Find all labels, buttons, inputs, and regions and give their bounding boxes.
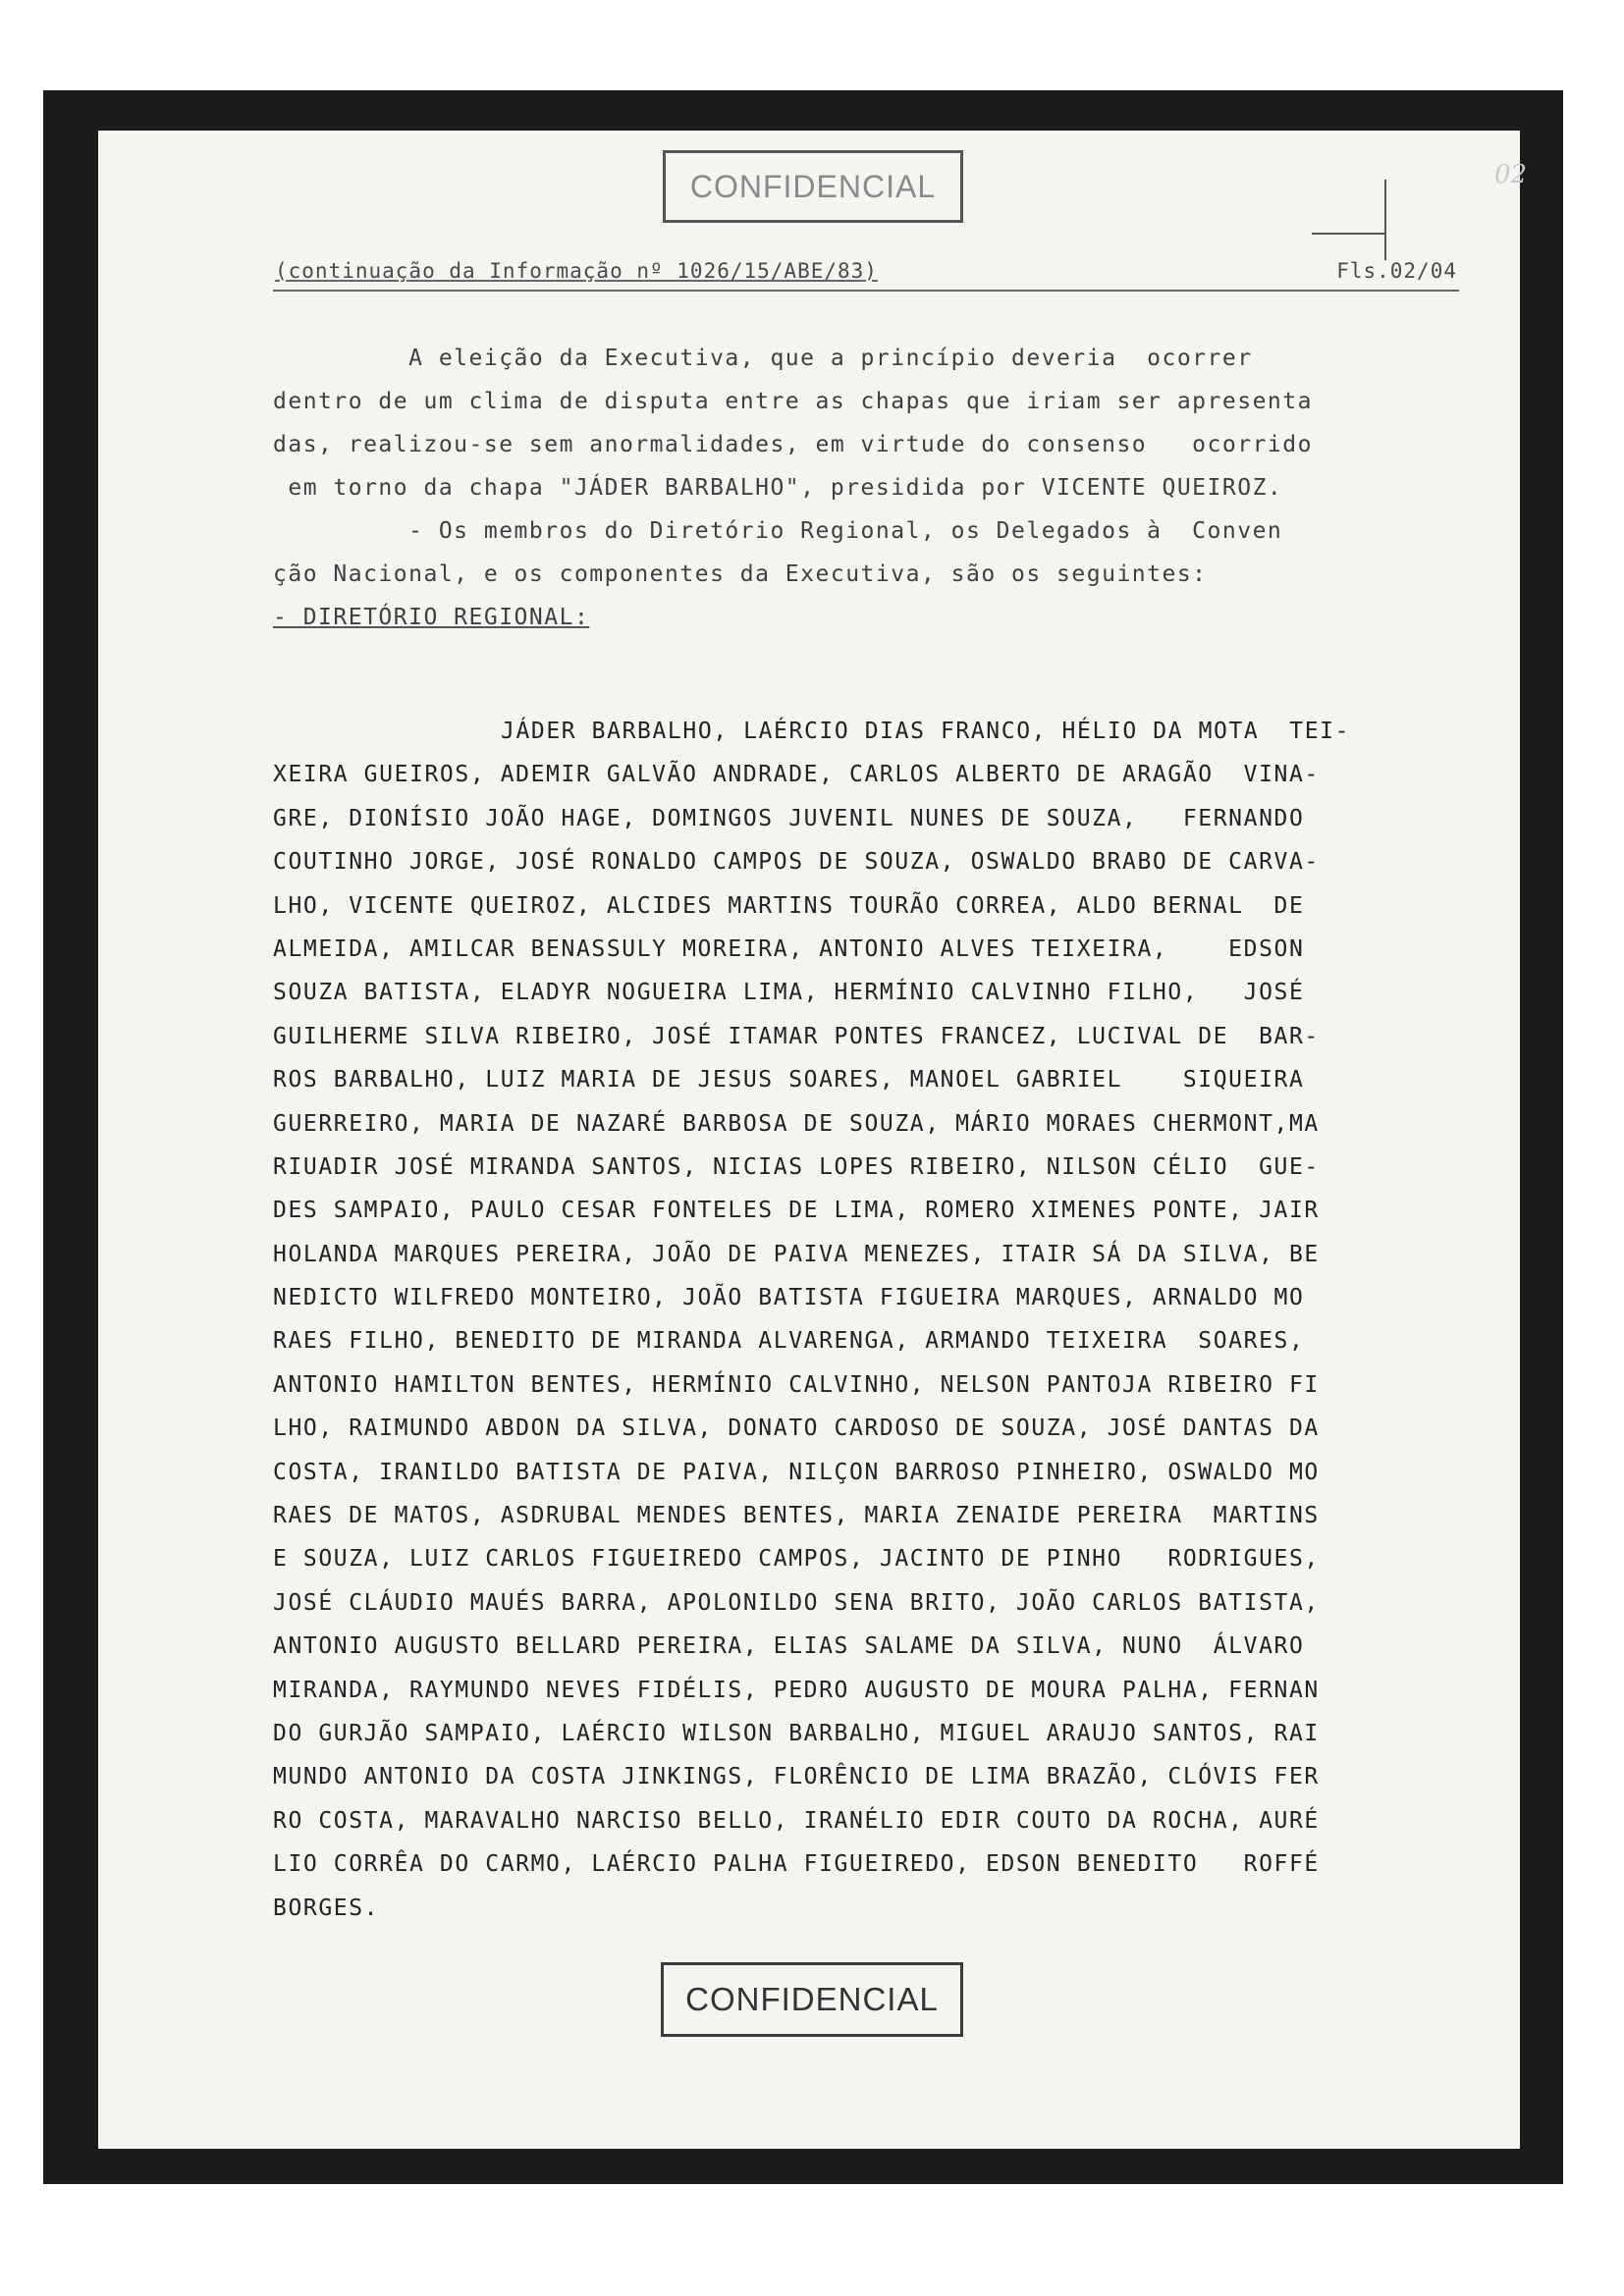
names-line: GUERREIRO, MARIA DE NAZARÉ BARBOSA DE SOUZA, MÁRIO MORAES CHERMONT,MA — [273, 1110, 1320, 1137]
folio-number: Fls.02/04 — [1336, 259, 1457, 283]
names-line: ROS BARBALHO, LUIZ MARIA DE JESUS SOARES, MANOEL GABRIEL SIQUEIRA — [273, 1067, 1305, 1094]
paragraph-line: em torno da chapa "JÁDER BARBALHO", presidida por VICENTE QUEIROZ. — [273, 475, 1283, 501]
header-divider — [273, 290, 1459, 292]
paragraph-line: - Os membros do Diretório Regional, os Delegados à Conven — [273, 518, 1283, 544]
names-line: E SOUZA, LUIZ CARLOS FIGUEIREDO CAMPOS, JACINTO DE PINHO RODRIGUES, — [273, 1546, 1320, 1573]
regional-directory-names — [273, 710, 1459, 1930]
names-line: COUTINHO JORGE, JOSÉ RONALDO CAMPOS DE SOUZA, OSWALDO BRABO DE CARVA- — [273, 849, 1320, 876]
names-line: MUNDO ANTONIO DA COSTA JINKINGS, FLORÊNCIO DE LIMA BRAZÃO, CLÓVIS FER — [273, 1764, 1320, 1790]
names-line: ANTONIO AUGUSTO BELLARD PEREIRA, ELIAS SALAME DA SILVA, NUNO ÁLVARO — [273, 1633, 1305, 1660]
information-reference: (continuação da Informação nº 1026/15/ABE/83) — [275, 259, 878, 283]
names-line: DES SAMPAIO, PAULO CESAR FONTELES DE LIMA, ROMERO XIMENES PONTE, JAIR — [273, 1198, 1320, 1224]
names-line: JÁDER BARBALHO, LAÉRCIO DIAS FRANCO, HÉLIO DA MOTA TEI- — [501, 719, 1351, 744]
names-line: RAES DE MATOS, ASDRUBAL MENDES BENTES, MARIA ZENAIDE PEREIRA MARTINS — [273, 1503, 1320, 1529]
names-line: XEIRA GUEIROS, ADEMIR GALVÃO ANDRADE, CARLOS ALBERTO DE ARAGÃO VINA- — [273, 762, 1320, 788]
paragraph-line: dentro de um clima de disputa entre as chapas que iriam ser apresenta — [273, 389, 1313, 414]
names-line: GUILHERME SILVA RIBEIRO, JOSÉ ITAMAR PONTES FRANCEZ, LUCIVAL DE BAR- — [273, 1023, 1320, 1049]
names-line: RIUADIR JOSÉ MIRANDA SANTOS, NICIAS LOPES RIBEIRO, NILSON CÉLIO GUE- — [273, 1153, 1320, 1180]
names-line: ALMEIDA, AMILCAR BENASSULY MOREIRA, ANTONIO ALVES TEIXEIRA, EDSON — [273, 935, 1305, 962]
names-line: GRE, DIONÍSIO JOÃO HAGE, DOMINGOS JUVENIL NUNES DE SOUZA, FERNANDO — [273, 805, 1305, 831]
names-line: NEDICTO WILFREDO MONTEIRO, JOÃO BATISTA FIGUEIRA MARQUES, ARNALDO MO — [273, 1285, 1305, 1311]
intro-text — [273, 337, 1459, 639]
names-line: RO COSTA, MARAVALHO NARCISO BELLO, IRANÉLIO EDIR COUTO DA ROCHA, AURÉ — [273, 1807, 1320, 1834]
names-line: COSTA, IRANILDO BATISTA DE PAIVA, NILÇON BARROSO PINHEIRO, OSWALDO MO — [273, 1459, 1320, 1485]
names-line: JOSÉ CLÁUDIO MAUÉS BARRA, APOLONILDO SENA BRITO, JOÃO CARLOS BATISTA, — [273, 1589, 1320, 1616]
names-line: SOUZA BATISTA, ELADYR NOGUEIRA LIMA, HERMÍNIO CALVINHO FILHO, JOSÉ — [273, 980, 1305, 1006]
pen-mark-horizontal — [1312, 233, 1386, 235]
names-line: LHO, VICENTE QUEIROZ, ALCIDES MARTINS TOURÃO CORREA, ALDO BERNAL DE — [273, 892, 1305, 919]
document-page — [98, 131, 1528, 2149]
pen-mark-vertical — [1384, 180, 1386, 260]
page-number-handwritten: 02 — [1494, 160, 1528, 189]
names-line: MIRANDA, RAYMUNDO NEVES FIDÉLIS, PEDRO AUGUSTO DE MOURA PALHA, FERNAN — [273, 1677, 1320, 1703]
paragraph-line: ção Nacional, e os componentes da Executiva, são os seguintes: — [273, 561, 1208, 587]
section-heading: - DIRETÓRIO REGIONAL: — [273, 605, 590, 630]
confidential-stamp-bottom: CONFIDENCIAL — [661, 1962, 963, 2037]
paragraph-line: A eleição da Executiva, que a princípio deveria ocorrer — [273, 346, 1253, 371]
paragraph-line: das, realizou-se sem anormalidades, em virtude do consenso ocorrido — [273, 432, 1313, 457]
names-line: LIO CORRÊA DO CARMO, LAÉRCIO PALHA FIGUEIREDO, EDSON BENEDITO ROFFÉ — [273, 1851, 1320, 1878]
names-line: LHO, RAIMUNDO ABDON DA SILVA, DONATO CARDOSO DE SOUZA, JOSÉ DANTAS DA — [273, 1415, 1320, 1442]
confidential-stamp-top: CONFIDENCIAL — [663, 150, 963, 223]
names-line: HOLANDA MARQUES PEREIRA, JOÃO DE PAIVA MENEZES, ITAIR SÁ DA SILVA, BE — [273, 1241, 1320, 1267]
names-line: RAES FILHO, BENEDITO DE MIRANDA ALVARENGA, ARMANDO TEIXEIRA SOARES, — [273, 1328, 1305, 1355]
names-line: DO GURJÃO SAMPAIO, LAÉRCIO WILSON BARBALHO, MIGUEL ARAUJO SANTOS, RAI — [273, 1720, 1320, 1746]
names-line: ANTONIO HAMILTON BENTES, HERMÍNIO CALVINHO, NELSON PANTOJA RIBEIRO FI — [273, 1371, 1320, 1398]
names-line: BORGES. — [273, 1895, 380, 1921]
